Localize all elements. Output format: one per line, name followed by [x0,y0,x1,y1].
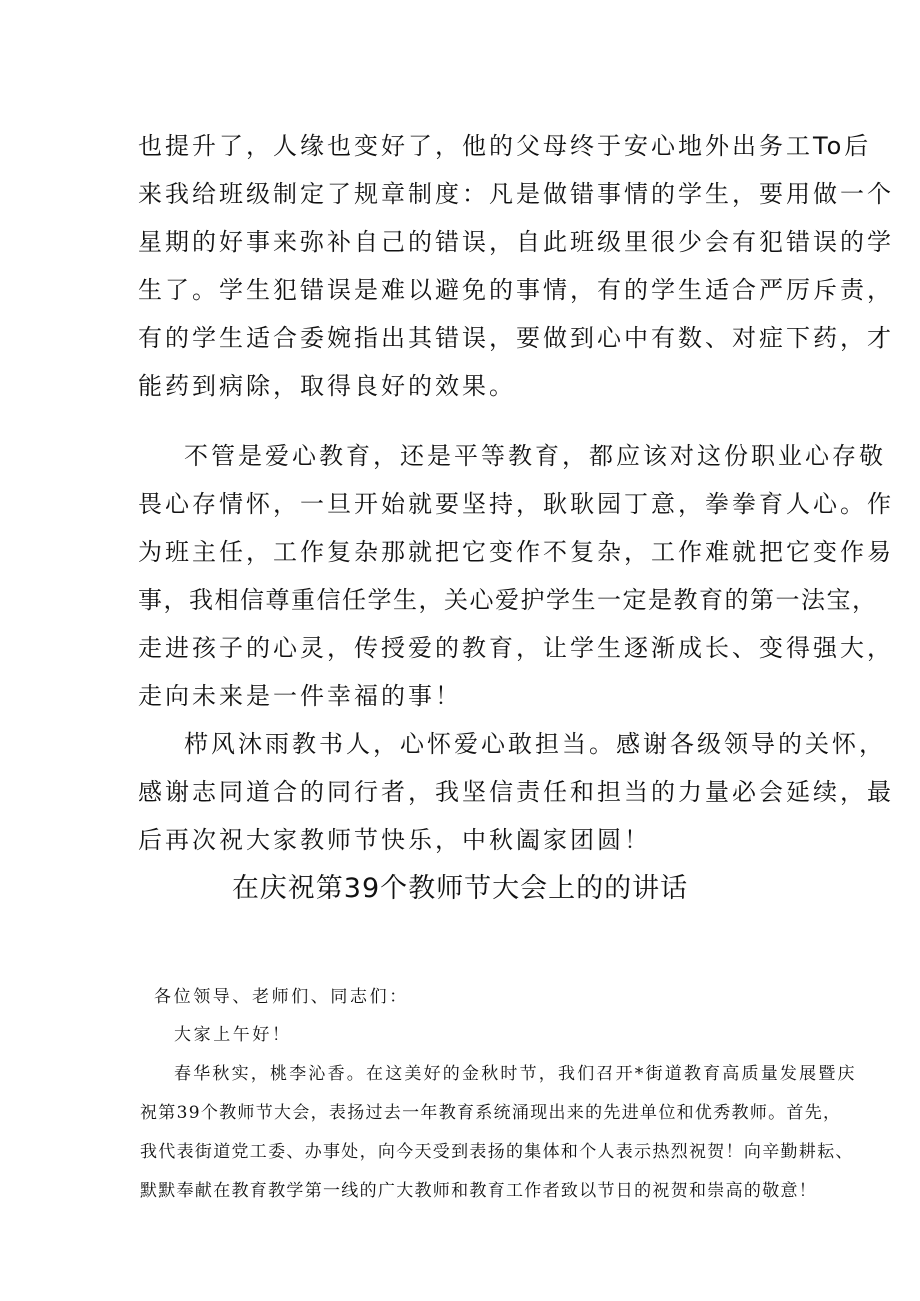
text-line: 祝第39个教师节大会，表扬过去一年教育系统涌现出来的先进单位和优秀教师。首先， [140,1103,842,1123]
text-line: 不管是爱心教育，还是平等教育，都应该对这份职业心存敬 [184,442,886,470]
text-line: 走进孩子的心灵，传授爱的教育，让学生逐渐成长、变得强大， [138,634,894,662]
salutation: 各位领导、老师们、同志们： [154,987,409,1007]
greeting: 大家上午好！ [174,1025,292,1045]
text-line: 栉风沐雨教书人，心怀爱心敢担当。感谢各级领导的关怀， [184,730,886,758]
text-line: 畏心存情怀，一旦开始就要坚持，耿耿园丁意，拳拳育人心。作 [138,490,894,518]
document-title: 在庆祝第39个教师节大会上的的讲话 [231,873,689,904]
text-line: 事，我相信尊重信任学生，关心爱护学生一定是教育的第一法宝， [138,586,878,614]
text-line: 走向未来是一件幸福的事！ [138,682,462,710]
text-line: 我代表街道党工委、办事处，向今天受到表扬的集体和个人表示热烈祝贺！向辛勤耕耘、 [140,1142,854,1162]
text-line: 能药到病除，取得良好的效果。 [138,372,516,400]
text-line: 默默奉献在教育教学第一线的广大教师和教育工作者致以节日的祝贺和崇高的敬意！ [140,1181,818,1201]
text-line: 为班主任，工作复杂那就把它变作不复杂，工作难就把它变作易 [138,538,894,566]
text-line: 星期的好事来弥补自己的错误，自此班级里很少会有犯错误的学 [138,228,894,256]
text-line: 生了。学生犯错误是难以避免的事情，有的学生适合严厉斥责， [138,276,894,304]
text-line: 来我给班级制定了规章制度：凡是做错事情的学生，要用做一个 [138,180,894,208]
text-line: 有的学生适合委婉指出其错误，要做到心中有数、对症下药，才 [138,324,894,352]
text-line: 后再次祝大家教师节快乐，中秋阖家团圆！ [138,826,651,854]
text-line: 也提升了，人缘也变好了，他的父母终于安心地外出务工To后 [138,132,872,160]
text-line: 春华秋实，桃李沁香。在这美好的金秋时节，我们召开*街道教育高质量发展暨庆 [174,1064,857,1084]
text-line: 感谢志同道合的同行者，我坚信责任和担当的力量必会延续，最 [138,778,894,806]
